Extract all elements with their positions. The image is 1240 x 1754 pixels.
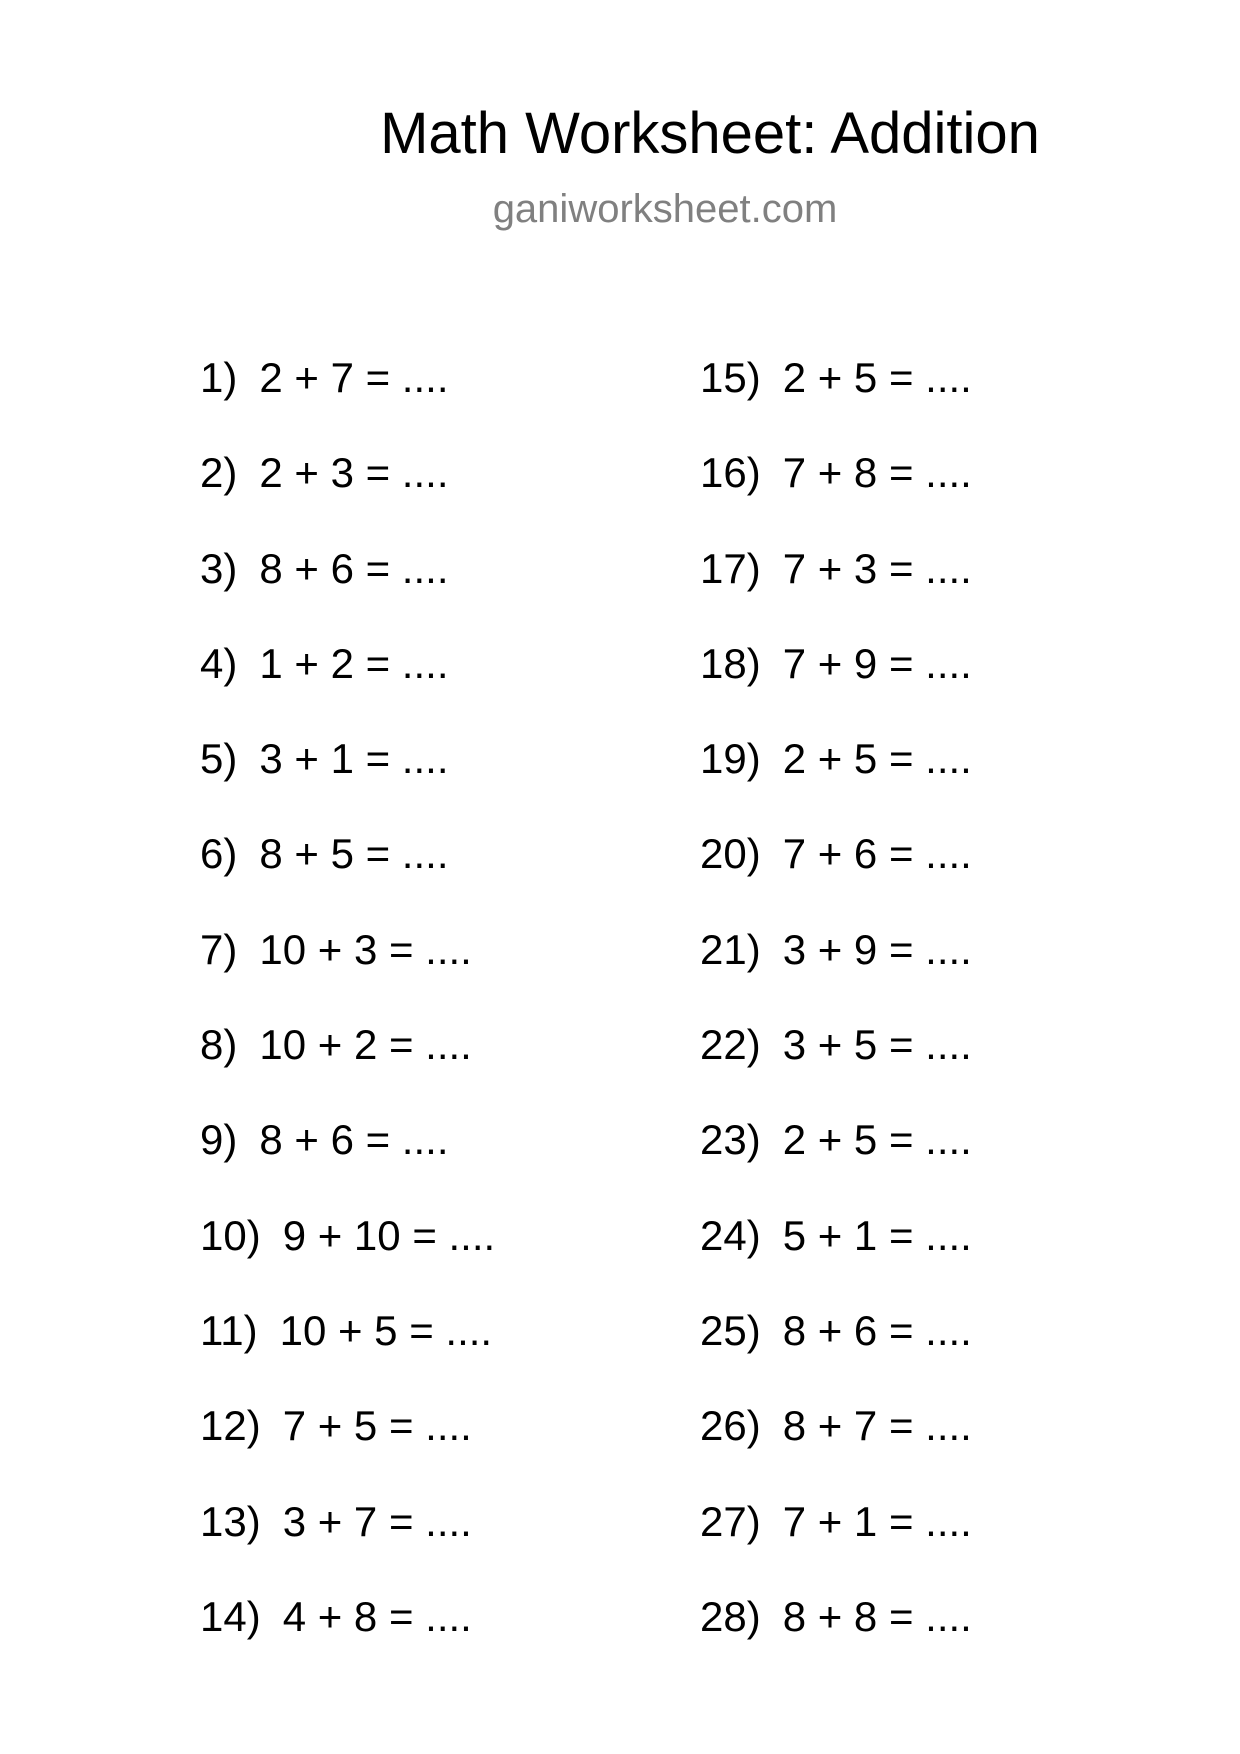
problem-number: 16) xyxy=(700,449,761,497)
problem-item xyxy=(200,1497,495,1592)
problem-number: 10) xyxy=(200,1211,261,1259)
problem-number: 26) xyxy=(700,1402,761,1450)
problem-number: 9) xyxy=(200,1116,238,1164)
problem-item xyxy=(700,1497,972,1592)
problem-number: 5) xyxy=(200,735,238,783)
problem-number: 24) xyxy=(700,1211,761,1259)
problem-number: 11) xyxy=(200,1306,258,1354)
problem-number: 27) xyxy=(700,1497,761,1545)
problem-expression: 8 + 6 = .... xyxy=(782,1306,972,1354)
problem-expression: 2 + 5 = .... xyxy=(782,735,972,783)
problem-number: 15) xyxy=(700,354,761,401)
problem-expression: 7 + 9 = .... xyxy=(782,639,972,687)
problem-item xyxy=(700,1211,972,1306)
problem-item xyxy=(200,734,495,829)
problem-expression: 2 + 5 = .... xyxy=(782,1116,972,1164)
problem-item xyxy=(700,448,972,543)
problem-expression: 7 + 6 = .... xyxy=(782,830,972,878)
problem-number: 2) xyxy=(200,449,238,497)
problem-number: 14) xyxy=(200,1592,261,1640)
problem-item xyxy=(200,1115,495,1210)
problem-column-right xyxy=(700,353,972,1687)
problem-number: 7) xyxy=(200,925,238,973)
problem-expression: 7 + 8 = .... xyxy=(782,449,972,497)
problem-item xyxy=(200,1020,495,1115)
problem-number: 19) xyxy=(700,735,761,783)
problem-number: 3) xyxy=(200,544,238,592)
problem-expression: 7 + 3 = .... xyxy=(782,544,972,592)
problem-item xyxy=(200,925,495,1020)
problem-expression: 4 + 8 = .... xyxy=(282,1592,472,1640)
problem-number: 21) xyxy=(700,925,761,973)
problem-number: 13) xyxy=(200,1497,261,1545)
problem-expression: 8 + 7 = .... xyxy=(782,1402,972,1450)
problem-item xyxy=(700,829,972,924)
problem-expression: 10 + 2 = .... xyxy=(259,1021,472,1069)
problem-item xyxy=(200,544,495,639)
problem-number: 25) xyxy=(700,1306,761,1354)
problem-number: 28) xyxy=(700,1592,761,1640)
problem-expression: 9 + 10 = .... xyxy=(282,1211,496,1259)
problem-item xyxy=(700,1306,972,1401)
problem-number: 23) xyxy=(700,1116,761,1164)
problem-expression: 8 + 5 = .... xyxy=(259,830,449,878)
problem-item xyxy=(200,1401,495,1496)
problem-expression: 8 + 8 = .... xyxy=(782,1592,972,1640)
problem-number: 4) xyxy=(200,639,238,687)
problem-expression: 3 + 7 = .... xyxy=(282,1497,472,1545)
problem-expression: 8 + 6 = .... xyxy=(259,1116,449,1164)
problem-expression: 3 + 9 = .... xyxy=(782,925,972,973)
problem-number: 18) xyxy=(700,639,761,687)
problem-expression: 3 + 1 = .... xyxy=(259,735,449,783)
problem-expression: 10 + 5 = .... xyxy=(279,1306,493,1354)
problem-item xyxy=(200,1592,495,1687)
problem-expression: 10 + 3 = .... xyxy=(259,925,472,973)
website-subtitle: ganiworksheet.com xyxy=(492,187,838,231)
problem-item xyxy=(700,1020,972,1115)
problem-item xyxy=(200,1211,495,1306)
problem-expression: 1 + 2 = .... xyxy=(259,639,449,687)
problem-item xyxy=(200,353,495,448)
problem-item xyxy=(700,1115,972,1210)
problem-item xyxy=(700,925,972,1020)
problem-expression: 7 + 5 = .... xyxy=(282,1402,472,1450)
problem-number: 1) xyxy=(200,354,238,401)
problem-item xyxy=(200,448,495,543)
problem-item xyxy=(200,829,495,924)
problem-number: 20) xyxy=(700,830,761,878)
problem-expression: 2 + 5 = .... xyxy=(782,354,972,401)
page-title: Math Worksheet: Addition xyxy=(380,101,1040,166)
problem-expression: 8 + 6 = .... xyxy=(259,544,449,592)
problem-expression: 5 + 1 = .... xyxy=(782,1211,972,1259)
problem-item xyxy=(700,1592,972,1687)
problem-number: 12) xyxy=(200,1402,261,1450)
problem-item xyxy=(700,734,972,829)
problem-item xyxy=(200,1306,495,1401)
problem-expression: 2 + 3 = .... xyxy=(259,449,449,497)
problem-number: 6) xyxy=(200,830,238,878)
problem-item xyxy=(700,544,972,639)
problem-expression: 3 + 5 = .... xyxy=(782,1021,972,1069)
problem-number: 22) xyxy=(700,1021,761,1069)
problem-item xyxy=(700,1401,972,1496)
problem-item xyxy=(200,639,495,734)
problem-item xyxy=(700,353,972,448)
problem-expression: 7 + 1 = .... xyxy=(782,1497,972,1545)
problem-column-left xyxy=(200,353,495,1687)
problem-expression: 2 + 7 = .... xyxy=(259,354,449,401)
problem-item xyxy=(700,639,972,734)
problem-number: 17) xyxy=(700,544,761,592)
problem-number: 8) xyxy=(200,1021,238,1069)
